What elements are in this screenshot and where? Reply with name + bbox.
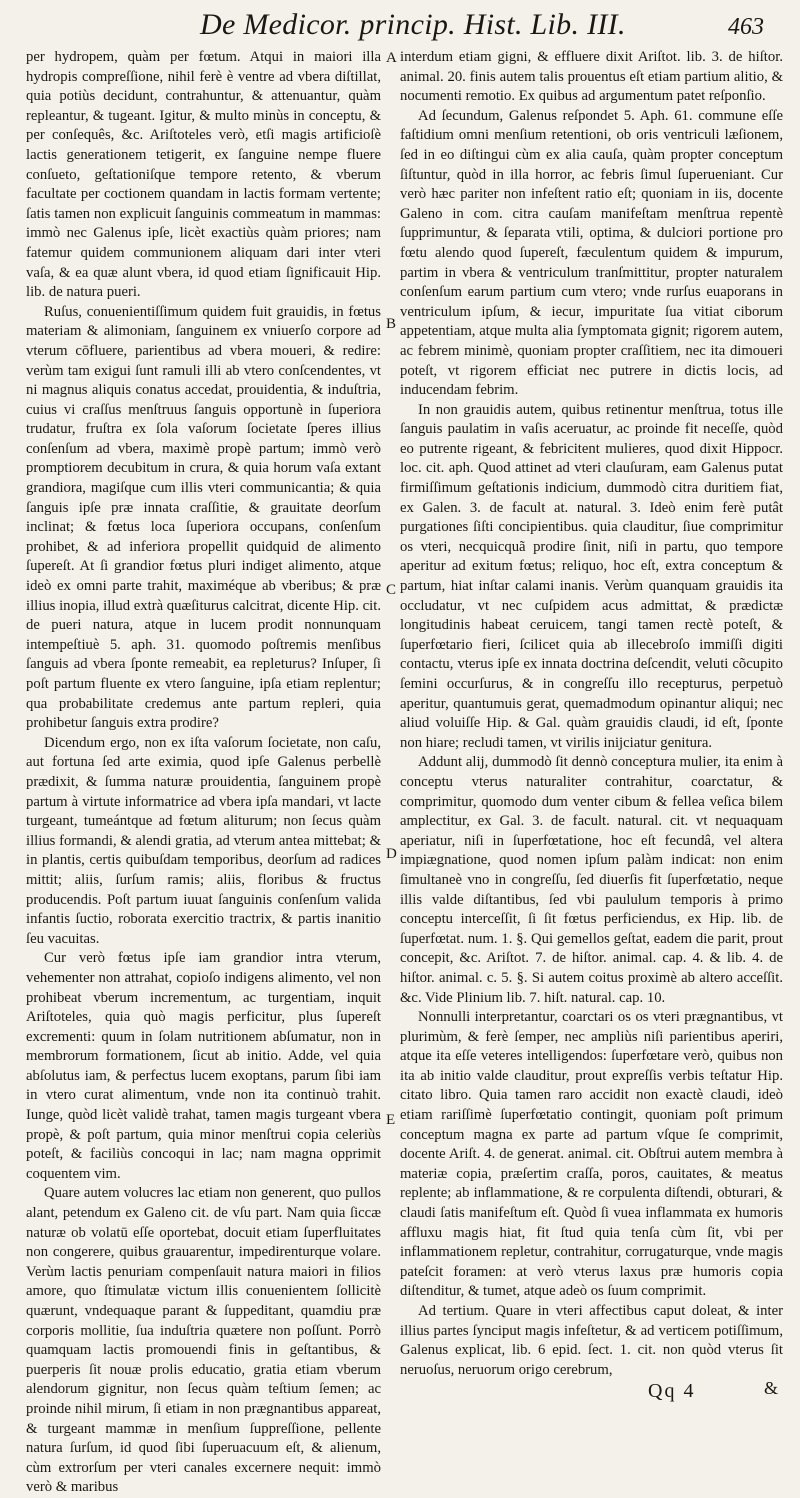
running-title: De Medicor. princip. Hist. Lib. III. xyxy=(200,8,626,41)
margin-marker-d: D xyxy=(386,846,397,862)
catchword: & xyxy=(764,1378,779,1398)
right-paragraph-3: In non grauidis autem, quibus retinentur menſtrua, totus ille ſanguis paulatim in vaſis aceruatur, ac proinde fit neceſſe, quòd eo putrente rigeant, & febricitent mulieres, quod dixit Hippocr. loc. cit. aph. Quod attinet ad vteri clauſuram, eam Galenus putat firmiſſimum geſtationis indicium, dummodò citra duritiem fiat, ex Galen. 3. de facult at. natural. 3. Ideò enim ferè putât purgationes ſiſti concipientibus. quia clauditur, ſiue comprimitur os vteri, necquicquã prodire ſinit, niſi in partu, quo tempore aperitur ad exitum fœtus; reliquo, hoc eſt, extra conceptum & partum, hiat inſtar calami inanis. Verùm quanquam grauidis ita occludatur, vt nec cuſpidem acus admittat, & prædictæ longitudinis habeat ceruicem, tangi tamen rectè poteſt, & ſuperfœtario fieri, ſcilicet quia ab illecebroſo immiſſi digiti contactu, vterus ipſe ex innata doctrina deſcendit, veluti cõcupito ſemini occurſurus, & in congreſſu illo recepturus, perpetuò aperitur, quantumuis gerat, quemadmodum opinantur aliqui; nec aliud voluiſſe Hip. & Gal. quàm grauidis claudi, id eſt, ſponte non hiare; recludi tamen, vt virilis inijciatur genitura. xyxy=(400,401,783,751)
margin-marker-e: E xyxy=(386,1112,396,1128)
left-paragraph-2: Ruſus, conuenientiſſimum quidem fuit grauidis, in fœtus materiam & alimoniam, ſanguinem ex vniuerſo corpore ad vterum cōfluere, parientibus ad vbera moueri, & redire: verùm tam exigui ſunt ramuli illi ab vtero conſcendentes, vt ni magnus aliquis conatus accedat, prouidentia, & induſtria, cuius vi craſſus menſtruus ſanguis opportunè in ſuperiora trudatur, fruſtra ex ſola vaſorum ſocietate ſperes illius conſenſum ad vbera, maximè propè partum; immò verò promptiorem decubitum in crura, & quia horum vaſa extant grandiora, magiſque cum illis vteri communicantia; & quia ſanguis ipſe præ innata craſſitie, & grauitate deorſum inclinat; & fœtus loca ſuperiora occupans, conſenſum prohibet, & ad inferiora propellit quidquid de alimento ſupereſt. At ſi grandior fœtus pluri indiget alimento, atque ideò ex omni parte trahit, maximéque ab vberibus; & præ illius inopia, illud extrà quæſiturus calcitrat, dicente Hip. cit. de pueri natura, atque in lucem prodit nonnunquam intempeſtiuè 5. aph. 31. quomodo poſtremis menſibus ſanguis ad vbera ſponte remeabit, ea repleturus? Inſuper, ſi poſt partum fluente ex vtero ſanguine, ipſa etiam replentur; qua probabilitate credemus ante partum repleri, quia prohibetur ſanguis extra prodire? xyxy=(26,303,381,732)
right-paragraph-2: Ad ſecundum, Galenus reſpondet 5. Aph. 61. commune eſſe faſtidium omni menſium retentioni, ob oris ventriculi læſionem, ſed in eo diſtingui cùm ex alia cauſa, quàm propter conceptum ſiſtuntur, quòd in illa horror, ac febris ſimul ſuperueniant. Cur verò hæc pariter non infeſtent ratio eſt; quoniam in iis, docente Galeno in com. citra cauſam manifeſtam menſtrua repentè ſupprimuntur, & ſeparata vtili, optima, & dulciori portione pro fœtu alendo quod ſupereſt, fæculentum quidem & impurum, partim in vbera & ventriculum tranſmittitur, propter naturalem conſenſum earum partium cum vtero; vnde rurſus euaporans in ventriculum ipſum, & iecur, impuritate ſua vitiat ciborum appetentiam, atque multa alia ſymptomata gignit; rigorem autem, ac febrem minimè, quoniam propter craſſitiem, nec ita dimoueri poteſt, vt rigorem efficiat nec putrere in dictis locis, ad inducendam febrim. xyxy=(400,107,783,399)
margin-marker-a: A xyxy=(386,50,397,66)
right-paragraph-5: Nonnulli interpretantur, coarctari os os vteri prægnantibus, vt plurimùm, & ferè ſemper, nec ampliùs niſi parientibus aperiri, atque ita eſſe veteres intelligendos: ſuperfœtare verò, quibus non ita ab initio valde clauditur, prout expreſſis verbis teſtatur Hip. citato libro. Quia tamen raro accidit non exactè claudi, ideò etiam rariſſimè ſuperfœtatio contingit, quoniam poſt primum conceptum magna ex parte ad partum vſque ſe comprimit, docente Ariſt. 4. de generat. animal. cit. Obſtrui autem membra à materiæ copia, præſertim craſſa, poros, cauitates, & meatus replente; ab inflammatione, & re corpulenta diſtendi, obturari, & claudi ſatis manifeſtum eſt. Quòd ſi vuea inflammata ex humoris affluxu magis hiat, fit ſtud quia tenſa cùm ſit, vbi per inflammationem repletur, contrahitur, corrugaturque, vnde magis pateſcit foramen: at verò vterus laxus præ humoris copia diſtenditur, & tumet, atque adeò os ſuum comprimit. xyxy=(400,1009,783,1300)
right-paragraph-6: Ad tertium. Quare in vteri affectibus caput doleat, & inter illius partes ſynciput magis infeſtetur, & ad verticem potiſſimum, Galenus explicat, lib. 6 epid. ſect. 1. cit. non quòd vterus ſit neruoſus, neruorum origo cerebrum, xyxy=(400,1303,783,1378)
margin-marker-c: C xyxy=(386,582,397,598)
margin-marker-b: B xyxy=(386,316,397,332)
right-paragraph-4: Addunt alij, dummodò ſit dennò conceptura mulier, ita enim à conceptu vterus naturaliter contrahitur, coarctatur, & comprimitur, quomodo dum venter cibum & fellea veſica bilem amplectitur, ex Gal. 3. de facult. natural. cit. vt nequaquam aperiatur, niſi in ſuperfœtatione, hoc eſt fecundâ, vel altera impiægnatione, quod nomen ipſum palàm indicat: non enim ſimultaneè vno in congreſſu, ſed diuerſis fit ſuperfœtatio, neque illis valde diſtantibus, ſed vbi paululum temporis à primo conceptu interceſſit, ſi ſit fœtus perficiendus, ex Hip. lib. de ſuperfœtat. num. 1. §. Qui gemellos geſtat, eadem die parit, prout concepit, &c. Ariſtot. 7. de hiſtor. animal. cap. 4. & lib. 4. de hiſtor. animal. c. 5. §. Si autem coitus proximè ab altero acceſſit. &c. Vide Plinium lib. 7. hiſt. natural. cap. 10. xyxy=(400,754,783,1006)
right-column xyxy=(400,48,783,1376)
left-paragraph-5: Quare autem volucres lac etiam non generent, quo pullos alant, petendum ex Galeno cit. de vſu part. Nam quia ſiccæ naturæ ob volatū eſſe oportebat, docuit etiam ſuperfluitates non congerere, quibus grauarentur, impedirenturque volare. Verùm lactis penuriam compenſauit natura maiori in filios amore, quo ſtimulatæ victum illis conuenientem ſollicitè quærunt, vndequaque parant & ſuppeditant, quamdiu præ corporis mollitie, ſua induſtria quætere non poſſunt. Porrò quamquam lactis promouendi finis in geſtantibus, & puerperis ſit nouæ prolis educatio, gratia etiam vberum alendorum gignitur, non ſecus quàm teſtium ſemen; ac proinde nihil mirum, ſi etiam in non prægnantibus appareat, & turgeant mammæ in menſium ſuppreſſione, pellente natura ſurſum, id quod ſibi ſuperuacuum eſt, & alienum, cùm extrorſum per vteri canales excernere nequit: immò verò & maribus xyxy=(26,1185,381,1496)
signature-mark: Qq 4 xyxy=(648,1380,696,1402)
left-paragraph-4: Cur verò fœtus ipſe iam grandior intra vterum, vehementer non attrahat, copioſo indigens alimento, vel non prohibeat vberum incrementum, ac turgentiam, inquit Ariſtoteles, quia quò magis perficitur, plus ſupereſt excrementi: quum in ſolam nutritionem abſumatur, non in membrorum formationem, ſicut ab initio. Adde, vel quia abſolutus iam, & perfectus lucem exoptans, parum ſibi iam in vtero curat alimentum, vnde non ita continuò trahit. Iunge, quòd licèt validè trahat, tamen magis turgeant vbera propè, & poſt partum, quia minor menſtrui copia celeriùs poteſt, & faciliùs concoqui in lac; nam magna opprimit coquentem vim. xyxy=(26,950,381,1182)
right-paragraph-1: interdum etiam gigni, & effluere dixit Ariſtot. lib. 3. de hiſtor. animal. 20. finis autem talis prouentus eſt etiam partium alitio, & nocumenti remotio. Ex quibus ad argumentum patet reſponſio. xyxy=(400,49,783,105)
page-number: 463 xyxy=(728,14,764,40)
left-column xyxy=(26,48,381,1496)
left-paragraph-3: Dicendum ergo, non ex iſta vaſorum ſocietate, non caſu, aut fortuna ſed arte eximia, quod ipſe Galenus perbellè prædixit, & ſumma naturæ prouidentia, ſanguinem propè partum à virtute informatrice ad vbera ipſa mandari, vt lacte turgeant, tumeántque ad fœtum aliturum; non ſecus quàm illius formandi, & alendi gratia, ad vterum antea mittebat; & in plantis, certis quibuſdam temporibus, deorſum ad radices mittit; aliis, ſurſum ramis; aliis, floribus & fructus producendis. Poſt partum iuuat ſanguinis conſenſum valida infantis ſuctio, roborata exercitio tractrix, & partis inanitio ſeu vacuitas. xyxy=(26,734,381,947)
left-paragraph-1: per hydropem, quàm per fœtum. Atqui in maiori illa hydropis compreſſione, nihil ferè è ventre ad vbera diſtillat, quia potiùs decidunt, contrahuntur, & attenuantur, quàm repleantur, & tugeant. Igitur, & multo minùs in conceptu, & per conſequês, &c. Ariſtoteles verò, etſi magis artificioſè lactis generationem tetigerit, ex ſanguine nempe fluere conſueto, geſtationiſque tempore retento, & vberum facultate per coctionem quandam in lactis formam vertente; ſatis tamen non explicuit ſanguinis commeatum in mammas: immò nec Galenus ipſe, licèt exactiùs quàm priores; nam fatemur quidem communionem aliquam dari inter vteri vaſa, & ea quæ alunt vbera, id quod etiam ſignificauit Hip. lib. de natura pueri. xyxy=(26,49,381,301)
